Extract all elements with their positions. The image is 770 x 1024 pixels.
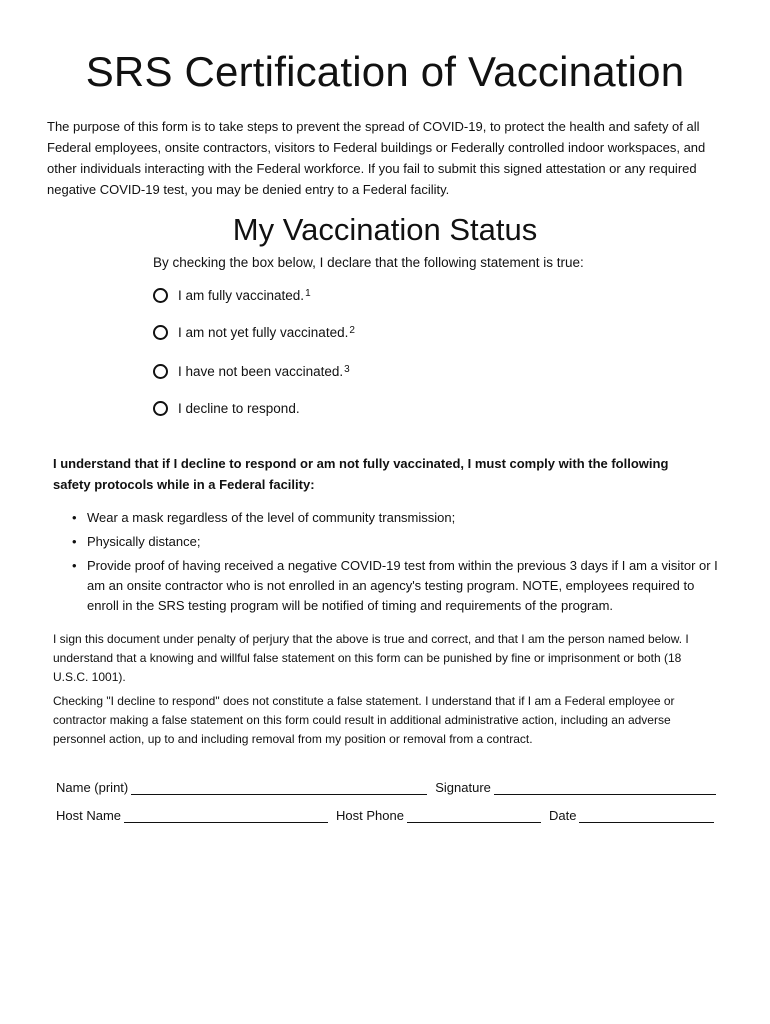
list-item: • Physically distance; [70,532,720,552]
protocols-intro: I understand that if I decline to respond or am not fully vaccinated, I must comply with the following safety protocols while in a Federal facility: [53,456,669,492]
decline-note: Checking "I decline to respond" does not constitute a false statement. I understand that if I am a Federal employee or contractor making a false statement on this form could result in additional administrative action, including an adverse personnel action, up to and including removal from my position or removal from a contract. [53,694,675,746]
date-field[interactable] [579,809,714,823]
signature-label: Signature [435,780,491,795]
list-item: • Wear a mask regardless of the level of community transmission; [70,508,720,528]
radio-button-icon[interactable] [153,325,168,340]
host-name-label: Host Name [56,808,122,823]
footnote-marker: 1 [305,288,311,299]
form-title: SRS Certification of Vaccination [85,48,685,95]
declaration-text: By checking the box below, I declare that the following statement is true: [153,255,584,270]
option-not-vaccinated[interactable] [153,364,350,379]
host-row [56,808,714,823]
footnote-marker: 3 [344,364,350,375]
date-label: Date [548,808,577,823]
safety-protocols-list [70,508,720,620]
list-item: • Provide proof of having received a negative COVID-19 test from within the previous 3 days if I am a visitor or I am an onsite contractor who is not enrolled in an agency's testing program. NOTE, employees required to enroll in the SRS testing program will be notified of timing and requirements of the program. [70,556,720,616]
radio-button-icon[interactable] [153,364,168,379]
option-label: I am not yet fully vaccinated. [178,325,349,340]
host-phone-field[interactable] [407,809,541,823]
radio-button-icon[interactable] [153,288,168,303]
name-label: Name (print) [56,780,129,795]
option-not-fully-vaccinated[interactable] [153,325,355,340]
purpose-paragraph: The purpose of this form is to take steps to prevent the spread of COVID-19, to protect the health and safety of all Federal employees, onsite contractors, visitors to Federal buildings or Federally controlled indoor workspaces, and other individuals interacting with the Federal workforce. If you fail to submit this signed attestation or any required negative COVID-19 test, you may be denied entry to a Federal facility. [47,119,706,197]
host-phone-label: Host Phone [336,808,404,823]
perjury-statement: I sign this document under penalty of perjury that the above is true and correct, and that I am the person named below. I understand that a knowing and willful false statement on this form can be punished by fine or imprisonment or both (18 U.S.C. 1001). [53,632,689,684]
name-field[interactable] [131,781,427,795]
signature-field[interactable] [494,781,716,795]
vaccination-status-heading: My Vaccination Status [232,212,538,247]
option-label: I am fully vaccinated. [178,288,305,303]
option-decline-to-respond[interactable] [153,401,300,416]
host-name-field[interactable] [124,809,328,823]
signature-row [56,780,716,795]
radio-button-icon[interactable] [153,401,168,416]
footnote-marker: 2 [349,325,355,336]
option-label: I have not been vaccinated. [178,364,344,379]
option-fully-vaccinated[interactable] [153,288,311,303]
option-label: I decline to respond. [178,401,300,416]
